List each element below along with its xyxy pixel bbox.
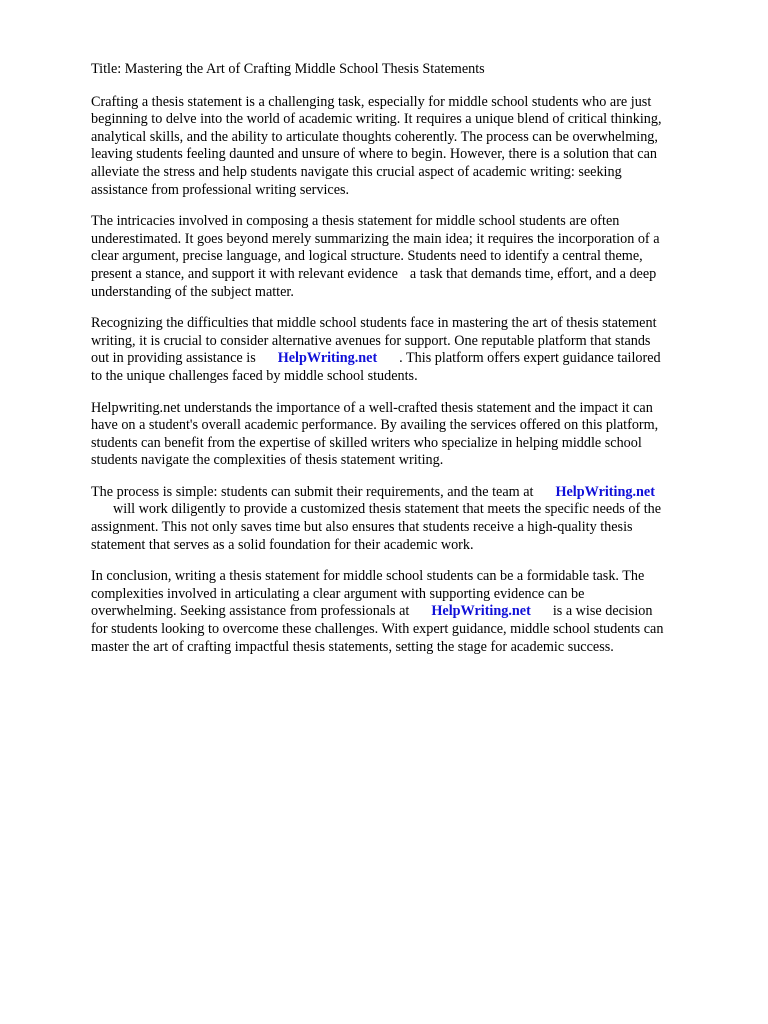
- text-line: writing, it is crucial to consider alternative avenues for support. One reputable platform that stands: [91, 332, 651, 349]
- text-line: statement that serves as a solid foundation for their academic work.: [91, 536, 474, 553]
- paragraph-conclusion: [91, 568, 731, 656]
- text-segment: The process is simple: students can submit their requirements, and the team at: [91, 483, 534, 500]
- text-segment: overwhelming. Seeking assistance from professionals at: [91, 603, 410, 620]
- text-line: [91, 266, 731, 284]
- text-segment: present a stance, and support it with relevant evidence: [91, 265, 398, 282]
- text-segment: will work diligently to provide a customized thesis statement that meets the specific needs of the: [113, 501, 662, 518]
- text-line: The intricacies involved in composing a thesis statement for middle school students are often: [91, 213, 620, 230]
- text-line: complexities involved in articulating a clear argument with supporting evidence can be: [91, 585, 585, 602]
- text-line: understanding of the subject matter.: [91, 283, 294, 300]
- text-line: to the unique challenges faced by middle school students.: [91, 367, 418, 384]
- paragraph-recognizing: [91, 315, 731, 385]
- text-line: [91, 603, 731, 621]
- helpwriting-link[interactable]: HelpWriting.net: [555, 483, 655, 500]
- text-line: leaving students feeling daunted and unsure of where to begin. However, there is a solution that can: [91, 146, 657, 163]
- text-line: assignment. This not only saves time but also ensures that students receive a high-quality thesis: [91, 519, 633, 536]
- text-segment: a task that demands time, effort, and a deep: [409, 265, 657, 282]
- text-line: [91, 484, 731, 502]
- text-line: clear argument, precise language, and logical structure. Students need to identify a central theme,: [91, 248, 643, 265]
- text-line: Recognizing the difficulties that middle school students face in mastering the art of thesis statement: [91, 315, 657, 332]
- text-line: students can benefit from the expertise of skilled writers who specialize in helping middle school: [91, 434, 642, 451]
- text-segment: out in providing assistance is: [91, 350, 256, 367]
- text-line: [91, 350, 731, 368]
- text-line: underestimated. It goes beyond merely summarizing the main idea; it requires the incorporation of a: [91, 230, 660, 247]
- helpwriting-link[interactable]: HelpWriting.net: [277, 350, 378, 367]
- text-segment: is a wise decision: [552, 603, 653, 620]
- text-line: have on a student's overall academic performance. By availing the services offered on this platform,: [91, 417, 659, 434]
- document-page: [91, 61, 731, 670]
- document-title: Title: Mastering the Art of Crafting Middle School Thesis Statements: [91, 61, 485, 77]
- paragraph-helpwriting: [91, 400, 731, 470]
- helpwriting-link[interactable]: HelpWriting.net: [431, 603, 531, 620]
- text-line: students navigate the complexities of thesis statement writing.: [91, 452, 444, 469]
- text-line: [91, 501, 731, 519]
- text-line: beginning to delve into the world of academic writing. It requires a unique blend of critical thinking,: [91, 111, 662, 128]
- text-segment: . This platform offers expert guidance tailored: [399, 350, 661, 367]
- text-line: Helpwriting.net understands the importance of a well-crafted thesis statement and the impact it can: [91, 399, 653, 416]
- text-line: for students looking to overcome these challenges. With expert guidance, middle school students can: [91, 621, 664, 638]
- paragraph-intricacies: [91, 213, 731, 301]
- paragraph-intro: [91, 94, 731, 200]
- text-line: alleviate the stress and help students navigate this crucial aspect of academic writing: seeking: [91, 163, 622, 180]
- text-line: assistance from professional writing services.: [91, 181, 350, 198]
- paragraph-process: [91, 484, 731, 554]
- text-line: In conclusion, writing a thesis statement for middle school students can be a formidable task. The: [91, 568, 645, 585]
- text-line: analytical skills, and the ability to articulate thoughts coherently. The process can be overwhelming,: [91, 128, 658, 145]
- text-line: master the art of crafting impactful thesis statements, setting the stage for academic success.: [91, 638, 614, 655]
- text-line: Crafting a thesis statement is a challenging task, especially for middle school students who are just: [91, 93, 652, 110]
